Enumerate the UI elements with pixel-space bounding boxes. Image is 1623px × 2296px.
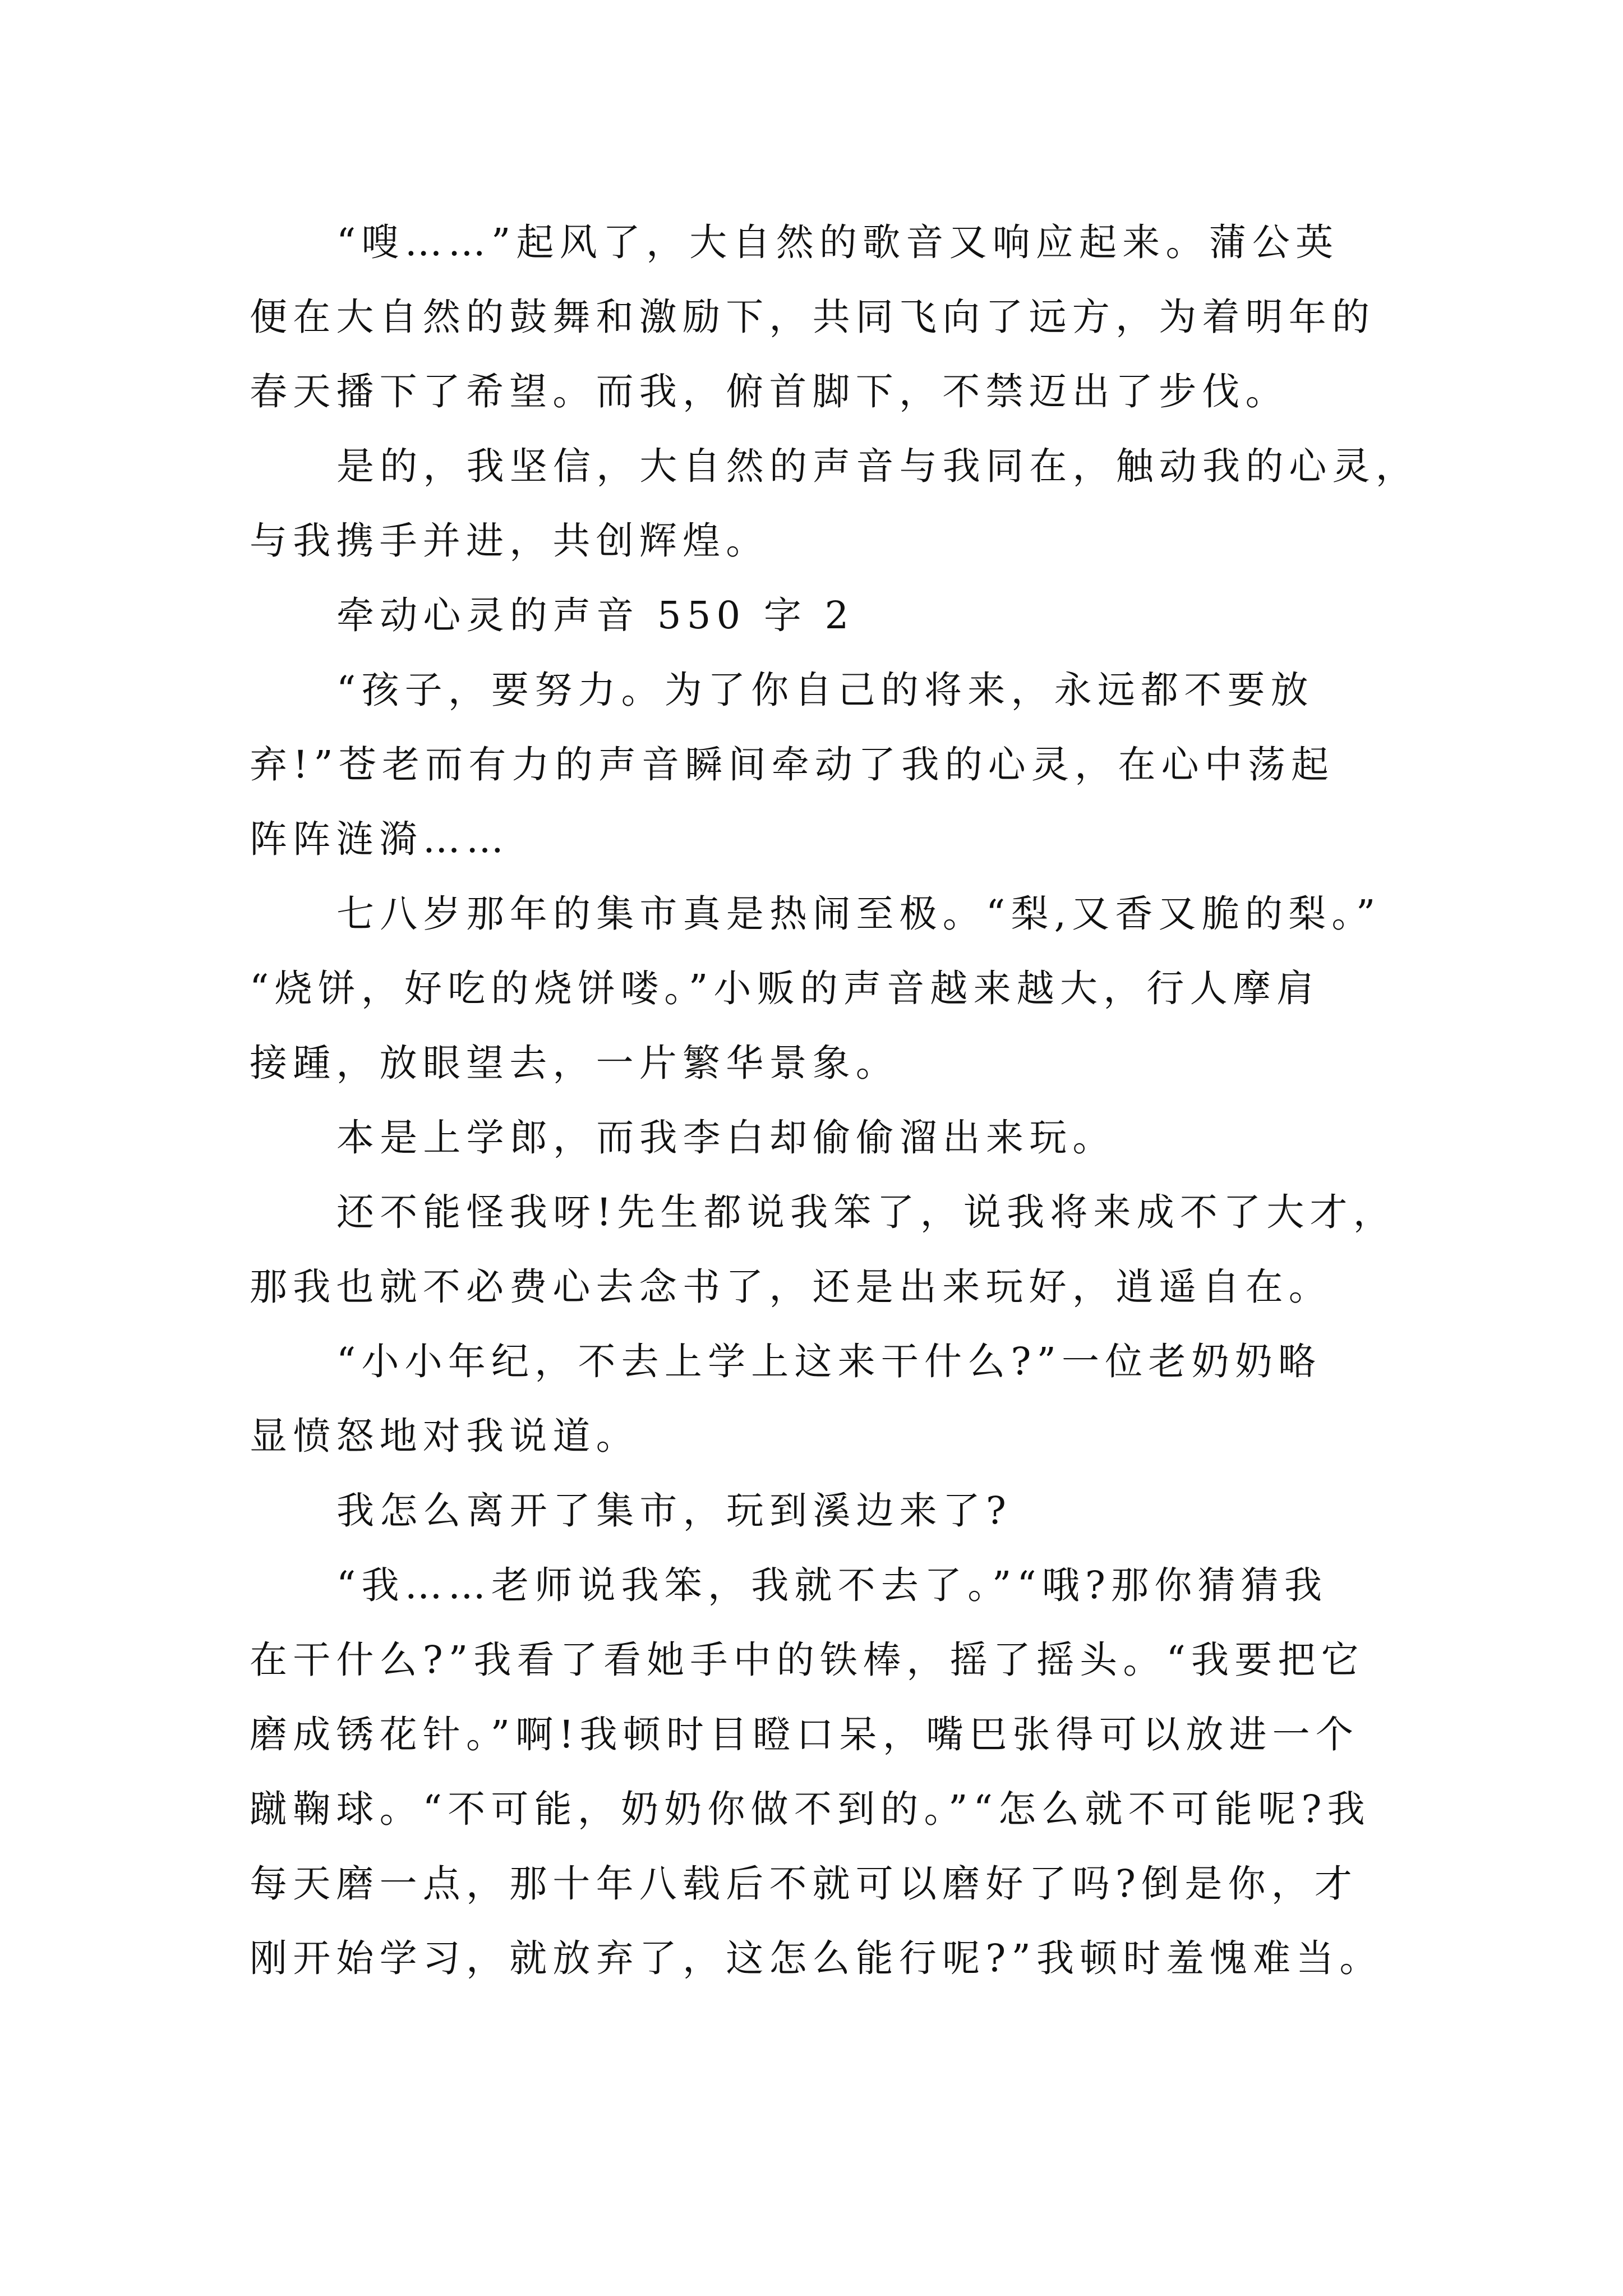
text-line: 那我也就不必费心去念书了，还是出来玩好，逍遥自在。: [250, 1265, 1332, 1309]
text-line: 蹴鞠球。“不可能，奶奶你做不到的。”“怎么就不可能呢?我: [250, 1787, 1371, 1831]
text-line: “烧饼，好吃的烧饼喽。”小贩的声音越来越大，行人摩肩: [250, 967, 1320, 1010]
text-line: “小小年纪，不去上学上这来干什么?”一位老奶奶略: [336, 1340, 1322, 1383]
text-line: “我……老师说我笨，我就不去了。”“哦?那你猜猜我: [336, 1563, 1328, 1607]
text-line: 便在大自然的鼓舞和激励下，共同飞向了远方，为着明年的: [250, 295, 1376, 339]
text-line: 刚开始学习，就放弃了，这怎么能行呢?”我顿时羞愧难当。: [250, 1936, 1383, 1980]
text-line: 显愤怒地对我说道。: [250, 1414, 639, 1458]
text-line: 春天播下了希望。而我，俯首脚下，不禁迈出了步伐。: [250, 370, 1289, 413]
text-line: 磨成锈花针。”啊!我顿时目瞪口呆，嘴巴张得可以放进一个: [250, 1713, 1359, 1756]
text-line: “孩子，要努力。为了你自己的将来，永远都不要放: [336, 668, 1314, 712]
text-line: 阵阵涟漪……: [250, 817, 510, 861]
text-line: “嗖……”起风了，大自然的歌音又响应起来。蒲公英: [336, 220, 1339, 264]
text-line: 接踵，放眼望去，一片繁华景象。: [250, 1041, 899, 1085]
text-line: 在干什么?”我看了看她手中的铁棒，摇了摇头。“我要把它: [250, 1638, 1364, 1682]
section-heading: 牵动心灵的声音 550 字 2: [336, 593, 855, 637]
text-line: 弃!”苍老而有力的声音瞬间牵动了我的心灵，在心中荡起: [250, 743, 1335, 786]
text-line: 我怎么离开了集市，玩到溪边来了?: [336, 1489, 1012, 1533]
text-line: 每天磨一点，那十年八载后不就可以磨好了吗?倒是你，才: [250, 1862, 1358, 1906]
text-line: 七八岁那年的集市真是热闹至极。“梨,又香又脆的梨。”: [336, 892, 1381, 936]
text-line: 与我携手并进，共创辉煌。: [250, 519, 769, 563]
text-line: 本是上学郎，而我李白却偷偷溜出来玩。: [336, 1116, 1116, 1159]
text-line: 是的，我坚信，大自然的声音与我同在，触动我的心灵，: [336, 444, 1419, 488]
text-line: 还不能怪我呀!先生都说我笨了，说我将来成不了大才，: [336, 1190, 1396, 1234]
